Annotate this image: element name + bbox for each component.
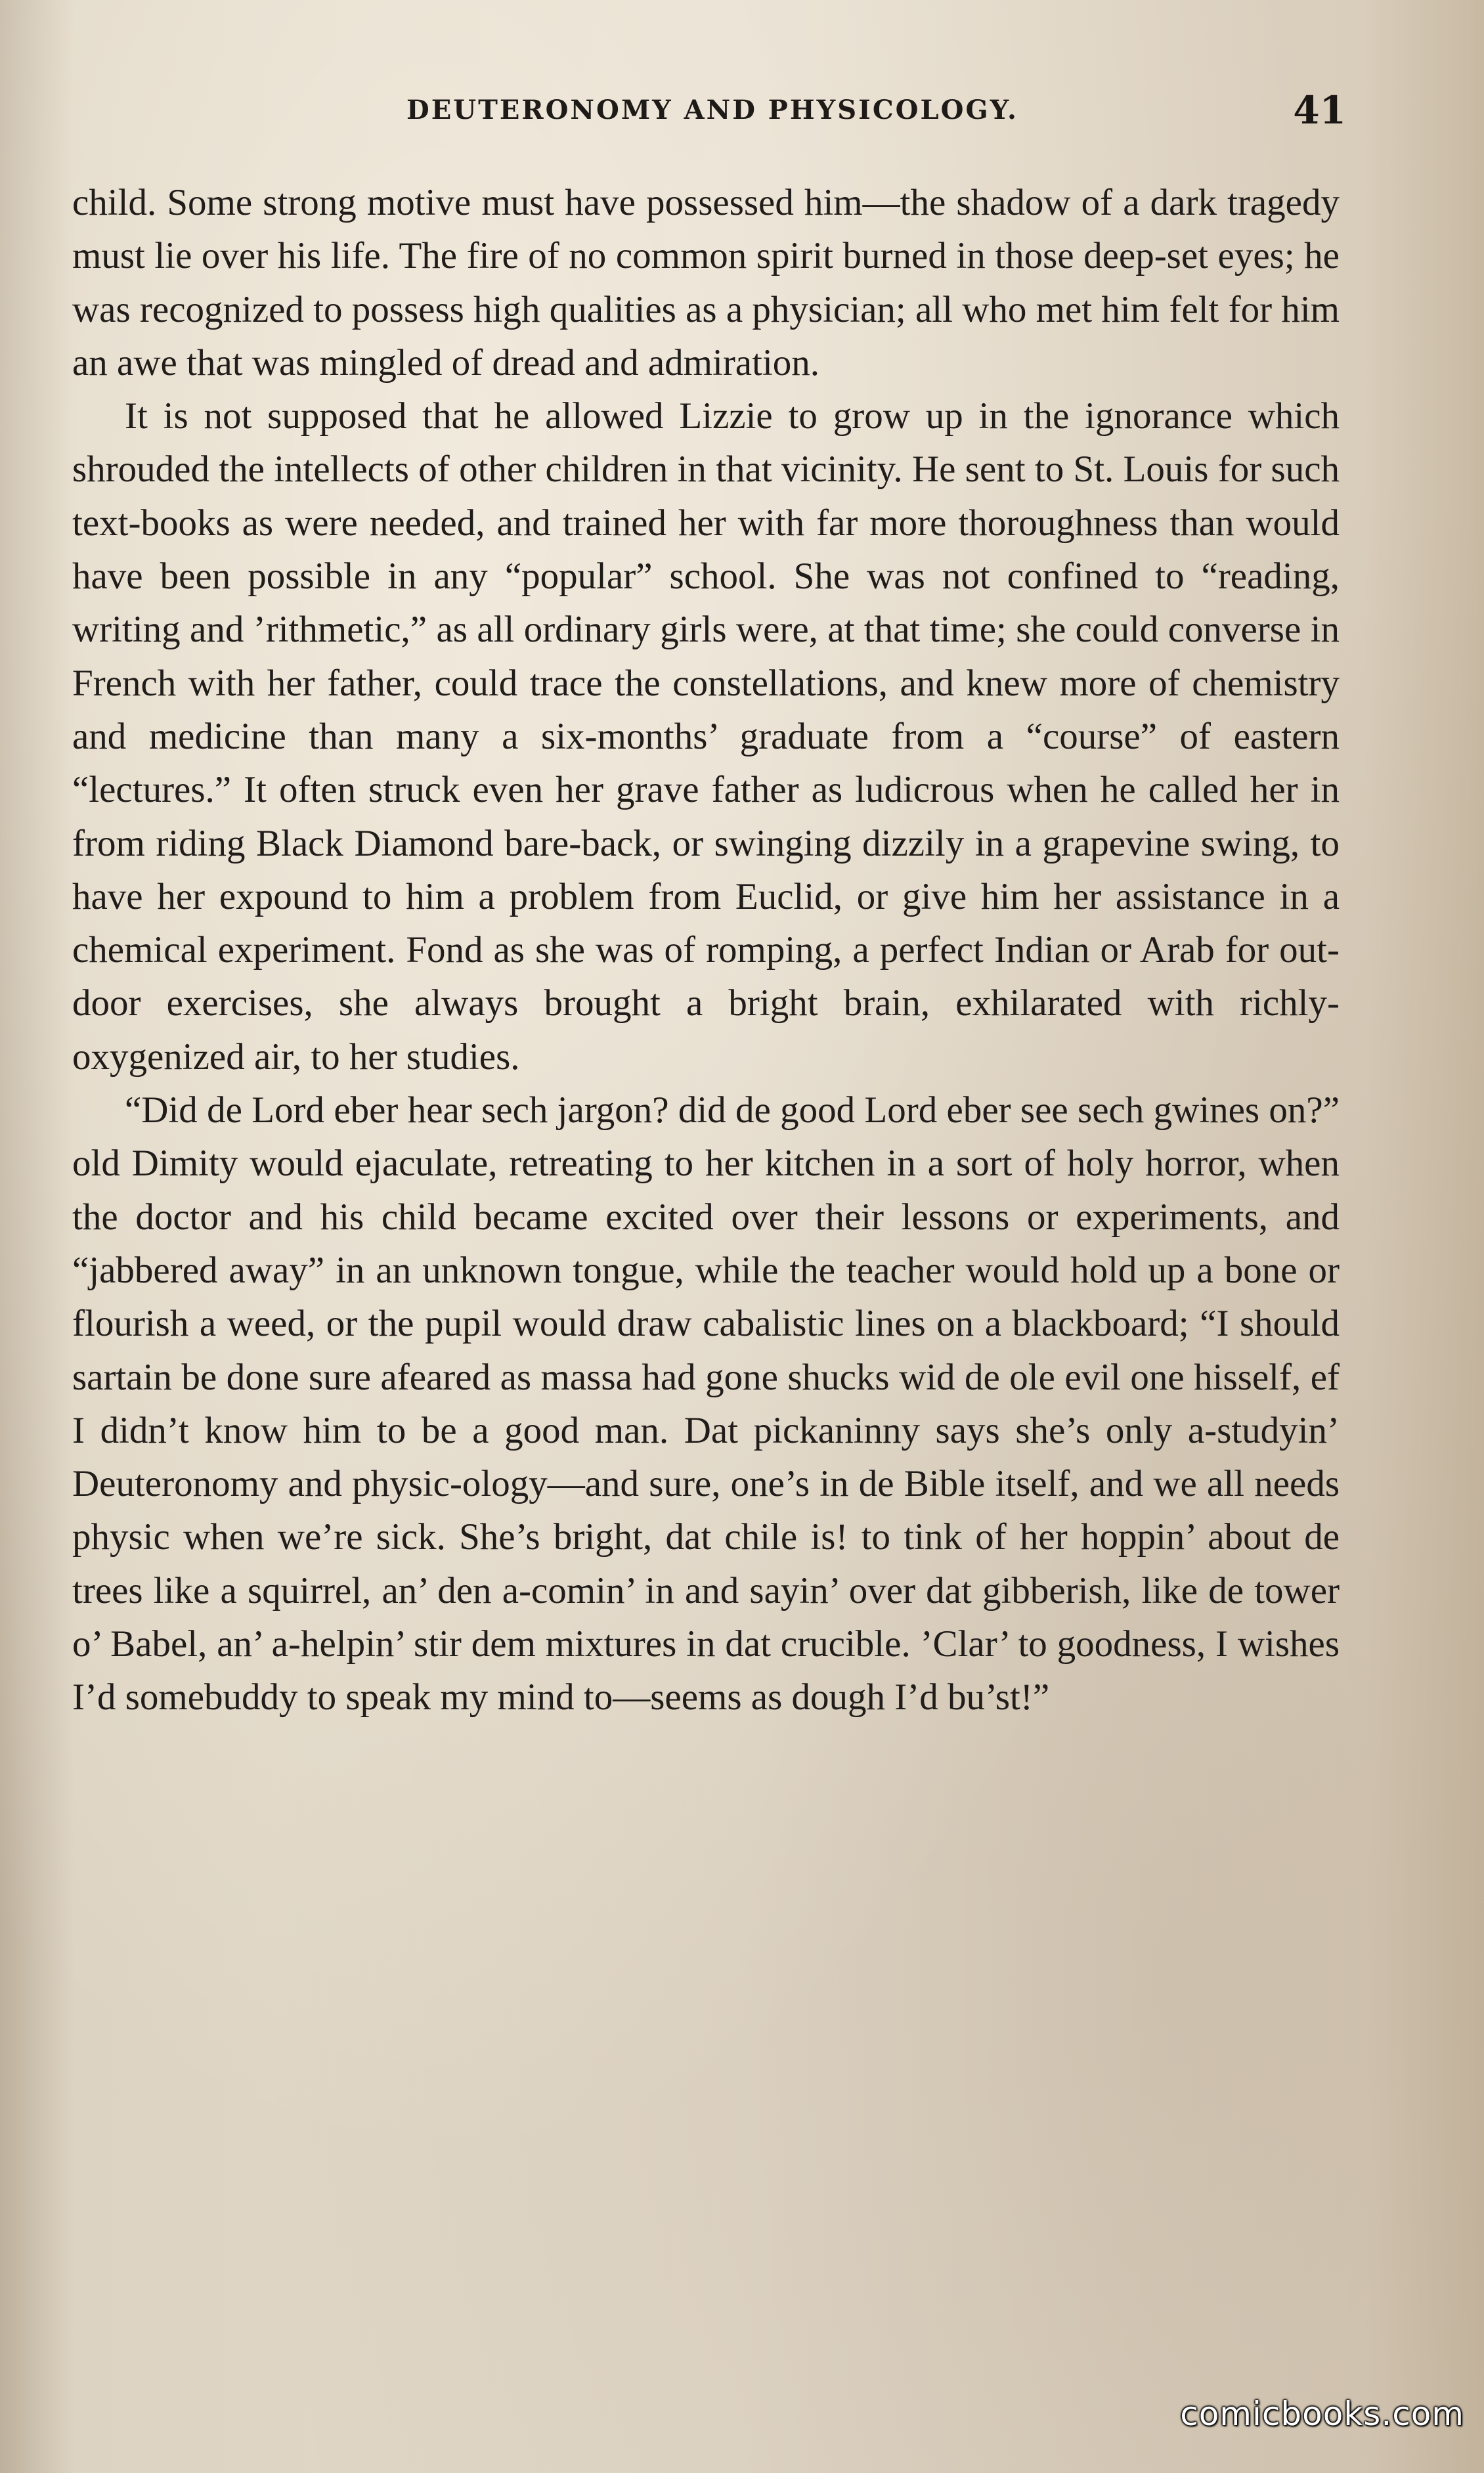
paragraph-2: It is not supposed that he allowed Lizzie to grow up in the ignorance which shrouded the intellects of other children in that vicinity. He sent to St. Louis for such text-books as were needed, and trained her with far more thoroughness than would have been possible in any “popular” school. She was not confined to “reading, writing and ’rithmetic,” as all ordinary girls were, at that time; she could converse in French with her father, could trace the constellations, and knew more of chemistry and medicine than many a six-months’ graduate from a “course” of eastern “lectures.” It often struck even her grave father as ludicrous when he called her in from riding Black Diamond bare-back, or swinging dizzily in a grapevine swing, to have her expound to him a problem from Euclid, or give him her assistance in a chemical experiment. Fond as she was of romping, a perfect Indian or Arab for out-door exercises, she always brought a bright brain, exhilarated with richly-oxygenized air, to her studies. — [72, 395, 1340, 1078]
running-head — [0, 84, 1484, 137]
site-watermark: comicbooks.com — [1180, 2395, 1464, 2433]
running-head-title: DEUTERONOMY AND PHYSICOLOGY. — [406, 95, 1018, 125]
page-number: 41 — [1293, 88, 1346, 133]
paragraph-3: “Did de Lord eber hear sech jargon? did de good Lord eber see sech gwines on?” old Dimity would ejaculate, retreating to her kitchen in a sort of holy horror, when the doctor and his child became excited over their lessons or experiments, and “jabbered away” in an unknown tongue, while the teacher would hold up a bone or flourish a weed, or the pupil would draw cabalistic lines on a blackboard; “I should sartain be done sure afeared as massa had gone shucks wid de ole evil one hisself, ef I didn’t know him to be a good man. Dat pickaninny says she’s only a-studyin’ Deuteronomy and physic-ology—and sure, one’s in de Bible itself, and we all needs physic when we’re sick. She’s bright, dat chile is! to tink of her hoppin’ about de trees like a squirrel, an’ den a-comin’ in and sayin’ over dat gibberish, like de tower o’ Babel, an’ a-helpin’ stir dem mixtures in dat crucible. ’Clar’ to goodness, I wishes I’d somebuddy to speak my mind to—seems as dough I’d bu’st!” — [72, 1089, 1340, 1718]
paragraph-1: child. Some strong motive must have possessed him—the shadow of a dark tragedy must lie over his life. The fire of no common spirit burned in those deep-set eyes; he was recognized to possess high qualities as a physician; all who met him felt for him an awe that was mingled of dread and admiration. — [72, 182, 1340, 383]
body-text — [72, 176, 1340, 1724]
